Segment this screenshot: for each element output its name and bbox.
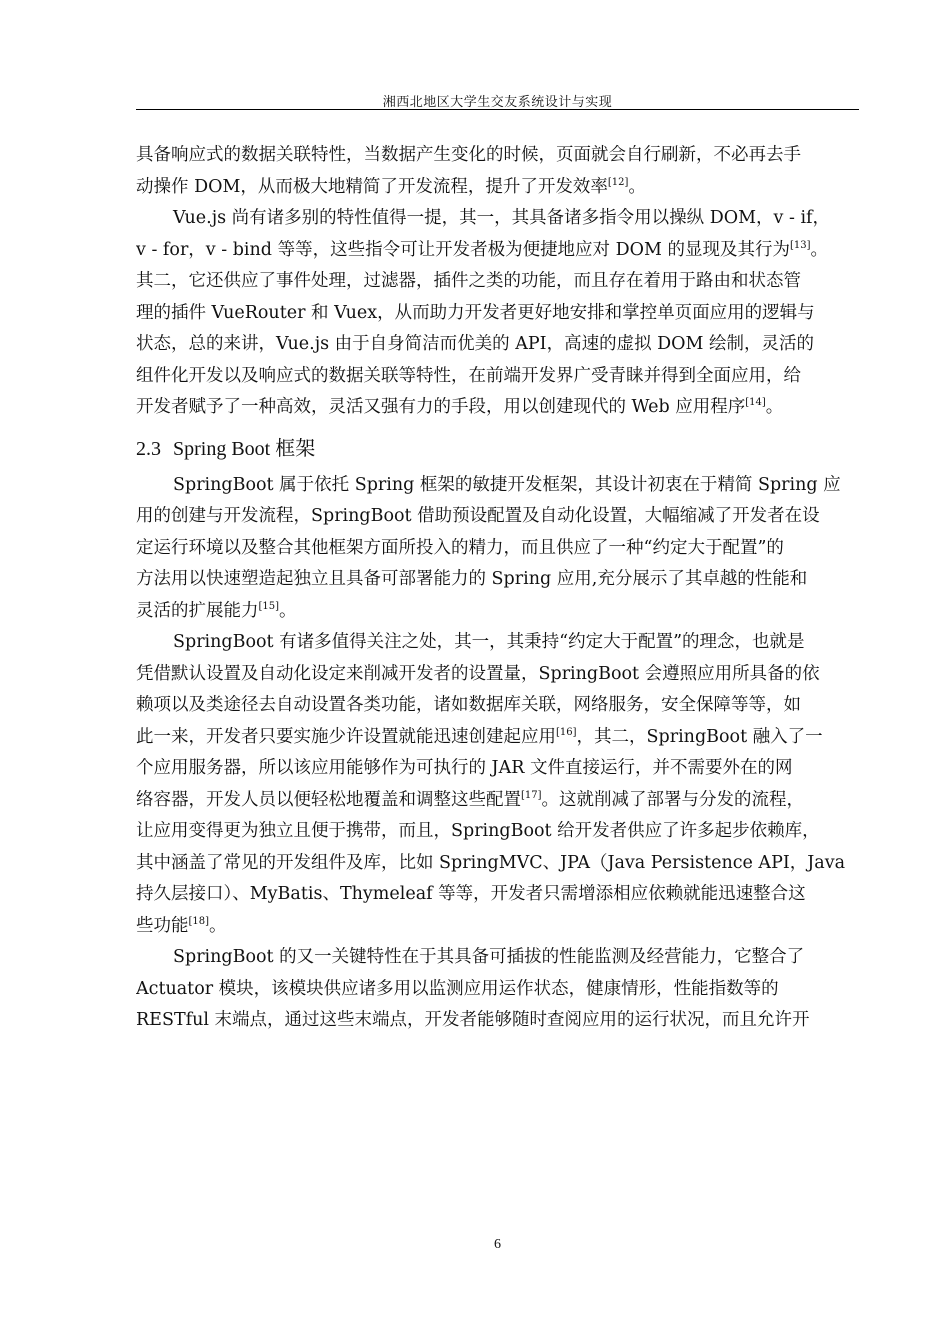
section-number: 2.3 xyxy=(136,437,161,460)
text-line: RESTful 末端点，通过这些末端点，开发者能够随时查阅应用的运行状况，而且允许开 xyxy=(136,1010,810,1030)
paragraph xyxy=(136,203,859,424)
text-line xyxy=(136,392,859,424)
text-line: 方法用以快速塑造起独立且具备可部署能力的 Spring 应用,充分展示了其卓越的性能和 xyxy=(136,569,808,589)
text-line xyxy=(136,172,859,204)
paragraph xyxy=(136,470,859,628)
text-run: 动操作 DOM，从而极大地精简了开发流程，提升了开发效率 xyxy=(136,176,608,197)
citation-ref: [15] xyxy=(258,600,280,612)
text-run: v - for，v - bind 等等，这些指令可让开发者极为便捷地应对 DOM 的显现及其行为 xyxy=(136,239,790,260)
page-number: 6 xyxy=(494,1237,501,1252)
header-divider xyxy=(136,109,859,110)
text-line: Actuator 模块，该模块供应诸多用以监测应用运作状态，健康情形，性能指数等的 xyxy=(136,978,779,999)
section-title: Spring Boot 框架 xyxy=(173,437,316,460)
paragraph xyxy=(136,942,859,1037)
text-line: SpringBoot 有诸多值得关注之处，其一，其秉持“约定大于配置”的理念，也就是 xyxy=(173,632,805,652)
text-line xyxy=(136,722,859,754)
text-run: 络容器，开发人员以便轻松地覆盖和调整这些配置 xyxy=(136,789,521,810)
text-line: SpringBoot 属于依托 Spring 框架的敏捷开发框架，其设计初衷在于精简 Spring 应 xyxy=(173,474,841,495)
citation-ref: [14] xyxy=(745,397,766,408)
text-line: 持久层接口）、MyBatis、Thymeleaf 等等，开发者只需增添相应依赖就能迅速整合这 xyxy=(136,884,806,904)
text-line: 赖项以及类途径去自动设置各类功能，诸如数据库关联，网络服务，安全保障等等，如 xyxy=(136,695,801,715)
text-line: 其中涵盖了常见的开发组件及库，比如 SpringMVC、JPA（Java Persistence API，Java xyxy=(136,852,846,873)
text-line: SpringBoot 的又一关键特性在于其具备可插拔的性能监测及经营能力，它整合了 xyxy=(173,947,805,967)
running-header: 湘西北地区大学生交友系统设计与实现 xyxy=(382,95,613,110)
citation-ref: [13] xyxy=(789,239,811,251)
text-run: 灵活的扩展能力 xyxy=(136,600,259,621)
text-run: 。 xyxy=(810,239,829,260)
text-line: 具备响应式的数据关联特性，当数据产生变化的时候，页面就会自行刷新，不必再去手 xyxy=(136,145,801,165)
text-line: 定运行环境以及整合其他框架方面所投入的精力，而且供应了一种“约定大于配置”的 xyxy=(136,537,784,558)
text-line xyxy=(136,596,859,628)
text-line: 组件化开发以及响应式的数据关联等特性，在前端开发界广受青睐并得到全面应用，给 xyxy=(136,365,801,386)
text-run: 。 xyxy=(209,915,227,936)
citation-ref: [17] xyxy=(521,789,542,801)
citation-ref: [16] xyxy=(556,726,577,738)
text-run: ，其二，SpringBoot 融入了一 xyxy=(576,726,823,747)
text-run: 。 xyxy=(628,176,646,197)
text-line: 其二，它还供应了事件处理，过滤器，插件之类的功能，而且存在着用于路由和状态管 xyxy=(136,271,801,291)
text-run: 。 xyxy=(279,600,297,621)
text-run: 些功能 xyxy=(136,915,189,936)
text-line: 凭借默认设置及自动化设定来削减开发者的设置量，SpringBoot 会遵照应用所具备的依 xyxy=(136,663,820,684)
page-body xyxy=(136,140,859,1037)
text-line: 让应用变得更为独立且便于携带，而且，SpringBoot 给开发者供应了许多起步依赖库， xyxy=(136,821,820,841)
paragraph xyxy=(136,140,859,203)
paragraph xyxy=(136,627,859,942)
text-line xyxy=(136,911,859,943)
citation-ref: [18] xyxy=(188,915,210,927)
text-line: 用的创建与开发流程，SpringBoot 借助预设配置及自动化设置，大幅缩减了开发者在设 xyxy=(136,506,820,526)
text-line: 理的插件 VueRouter 和 Vuex，从而助力开发者更好地安排和掌控单页面应用的逻辑与 xyxy=(136,302,815,323)
text-run: 开发者赋予了一种高效，灵活又强有力的手段，用以创建现代的 Web 应用程序 xyxy=(136,397,746,417)
text-line: 状态，总的来讲，Vue.js 由于自身简洁而优美的 API，高速的虚拟 DOM 绘制，灵活的 xyxy=(136,334,814,354)
section-heading xyxy=(136,424,859,470)
text-line: Vue.js 尚有诸多别的特性值得一提，其一，其具备诸多指令用以操纵 DOM，v - if， xyxy=(173,208,831,228)
text-run: 此一来，开发者只要实施少许设置就能迅速创建起应用 xyxy=(136,726,556,747)
text-run: 。这就削减了部署与分发的流程， xyxy=(541,789,805,810)
text-line xyxy=(136,785,859,817)
text-line: 个应用服务器，所以该应用能够作为可执行的 JAR 文件直接运行，并不需要外在的网 xyxy=(136,758,793,778)
text-run: 。 xyxy=(765,397,784,417)
text-line xyxy=(136,235,859,267)
citation-ref: [12] xyxy=(607,176,629,188)
